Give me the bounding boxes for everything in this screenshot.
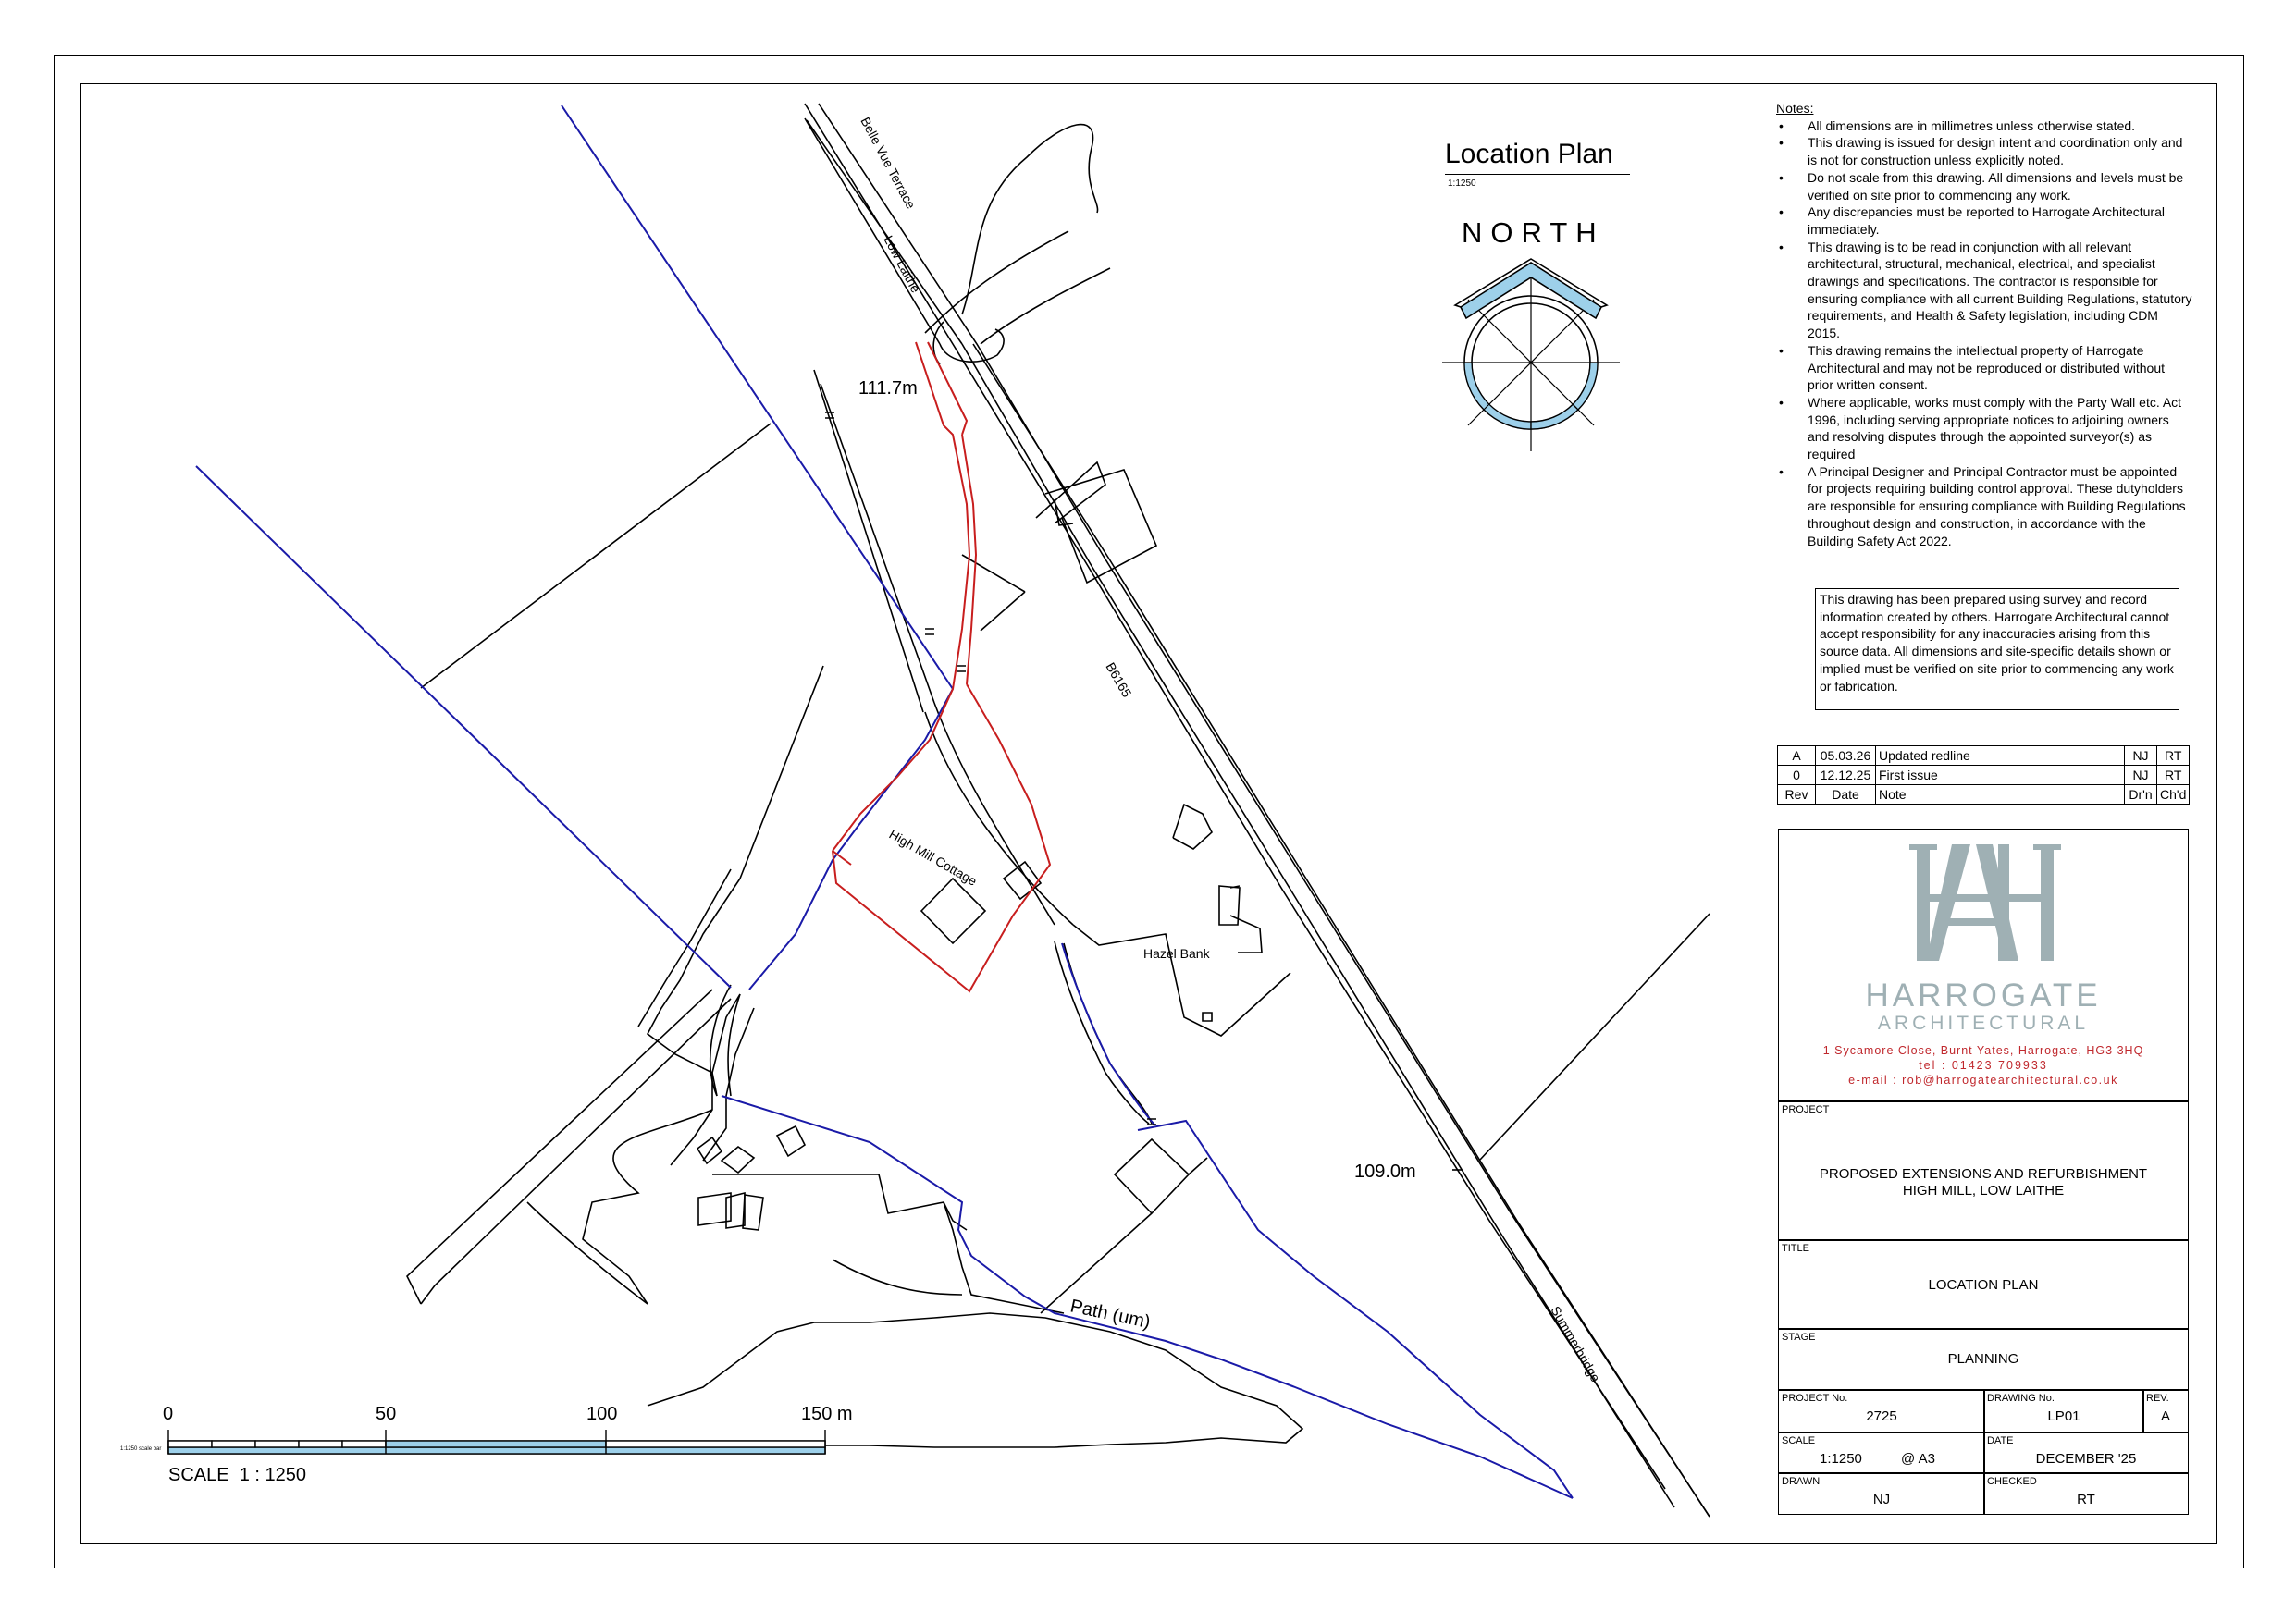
note-item: • Where applicable, works must comply with the Party Wall etc. Act 1996, including serving appropriate notices to adjoining owners and resolving disputes through the appointed surveyor(s) as required	[1776, 394, 2192, 463]
drawn-value: NJ	[1872, 1492, 1891, 1507]
project-line-1: PROPOSED EXTENSIONS AND REFURBISHMENT	[1819, 1166, 2148, 1182]
label-low-laithe: Low Laithe	[881, 232, 924, 296]
label-summerbridge: Summerbridge	[1548, 1303, 1604, 1385]
note-item: • All dimensions are in millimetres unless otherwise stated.	[1776, 117, 2192, 135]
note-item: • Any discrepancies must be reported to Harrogate Architectural immediately.	[1776, 203, 2192, 238]
note-cell: First issue	[1876, 766, 2125, 785]
project-no-cell	[1778, 1389, 1985, 1433]
label-hazel: Hazel Bank	[1143, 946, 1210, 961]
table-row	[1778, 766, 2190, 785]
location-plan-scale: 1:1250	[1448, 178, 1476, 189]
date-cell	[1983, 1432, 2189, 1474]
title-underline	[1445, 174, 1630, 175]
paper-size: @ A3	[1901, 1451, 1935, 1467]
scale-tick-0: 0	[163, 1404, 174, 1424]
project-label: PROJECT	[1782, 1104, 1830, 1115]
scale-tick-150: 150 m	[801, 1404, 853, 1424]
scale-tick-50: 50	[376, 1404, 397, 1424]
drawn-label: DRAWN	[1782, 1476, 1821, 1487]
label-cottage: High Mill Cottage	[886, 826, 980, 889]
table-row	[1778, 746, 2190, 766]
scale-value: 1:1250	[1820, 1451, 1862, 1467]
rev-cell: A	[1778, 746, 1816, 766]
date-cell: 12.12.25	[1816, 766, 1876, 785]
note-item: • This drawing remains the intellectual property of Harrogate Architectural and may not be reproduced or distributed without prior written consent.	[1776, 342, 2192, 394]
date-label: DATE	[1987, 1435, 2014, 1446]
company-logo	[1902, 842, 2068, 963]
project-no-value: 2725	[1866, 1408, 1897, 1424]
location-plan-title: Location Plan	[1445, 139, 1613, 169]
company-subtitle: ARCHITECTURAL	[1877, 1013, 2090, 1034]
scale-caption: SCALE 1 : 1250	[168, 1465, 306, 1485]
title-cell	[1778, 1239, 2189, 1330]
scale-tick-100: 100	[586, 1404, 618, 1424]
notes-block	[1776, 100, 2192, 549]
drawing-no-label: DRAWING No.	[1987, 1393, 2055, 1404]
road-line	[805, 104, 1665, 1489]
note-item: • This drawing is issued for design intent and coordination only and is not for construction unless explicitly noted.	[1776, 134, 2192, 168]
project-line-2: HIGH MILL, LOW LAITHE	[1902, 1183, 2065, 1199]
company-name: HARROGATE	[1865, 977, 2102, 1014]
note-item: • A Principal Designer and Principal Contractor must be appointed for projects requiring building control approval. These dutyholders are responsible for ensuring compliance with Building Regulations throughout design and construction, in accordance with the Building Safety Act 2022.	[1776, 463, 2192, 550]
revision-table	[1777, 745, 2190, 805]
scale-bar-graphic	[168, 1430, 825, 1454]
note-item: • Do not scale from this drawing. All dimensions and levels must be verified on site prior to commencing any work.	[1776, 169, 2192, 203]
rev-value: A	[2160, 1408, 2170, 1424]
project-no-label: PROJECT No.	[1782, 1393, 1848, 1404]
scale-small-label: 1:1250 scale bar	[120, 1446, 162, 1452]
company-email[interactable]: e-mail : rob@harrogatearchitectural.co.uk	[1848, 1074, 2118, 1087]
note-cell: Updated redline	[1876, 746, 2125, 766]
checked-value: RT	[2077, 1492, 2095, 1507]
disclaimer-box: This drawing has been prepared using survey and record information created by others. Harrogate Architectural cannot accept responsibility for any inaccuracies arising from this source data. All dimensions and site-specific details shown or implied must be verified on site prior to commencing any work or fabrication.	[1815, 588, 2179, 710]
checked-cell: RT	[2157, 746, 2190, 766]
scale-cell	[1778, 1432, 1985, 1474]
stage-label: STAGE	[1782, 1332, 1816, 1343]
drawn-cell	[1778, 1472, 1985, 1515]
north-label: NORTH	[1462, 216, 1605, 249]
checked-label: CHECKED	[1987, 1476, 2037, 1487]
drawing-no-value: LP01	[2047, 1408, 2080, 1424]
rev-cell: 0	[1778, 766, 1816, 785]
drawn-cell: NJ	[2125, 746, 2157, 766]
date-value: DECEMBER '25	[2035, 1451, 2137, 1467]
notes-title: Notes:	[1776, 101, 1814, 116]
checked-cell	[1983, 1472, 2189, 1515]
drawing-no-cell	[1983, 1389, 2144, 1433]
drawn-cell: NJ	[2125, 766, 2157, 785]
label-road: B6165	[1103, 659, 1135, 700]
note-item: • This drawing is to be read in conjunction with all relevant architectural, structural, mechanical, electrical, and specialist drawings and specifications. The contractor is responsible for ensuring compliance with all current Building Regulations, statutory requirements, and Health & Safety legislation, including CDM 2015.	[1776, 239, 2192, 342]
company-tel: tel : 01423 709933	[1919, 1059, 2048, 1072]
title-label: TITLE	[1782, 1243, 1809, 1254]
stage-value: PLANNING	[1947, 1351, 2019, 1367]
north-compass	[1442, 259, 1620, 451]
scale-label: SCALE	[1782, 1435, 1816, 1446]
drawing-title: LOCATION PLAN	[1928, 1277, 2039, 1293]
project-cell	[1778, 1100, 2189, 1241]
stage-cell	[1778, 1328, 2189, 1391]
company-address: 1 Sycamore Close, Burnt Yates, Harrogate, HG3 3HQ	[1822, 1044, 2144, 1057]
drawn-header: Dr'n	[2125, 785, 2157, 805]
rev-label: REV.	[2146, 1393, 2169, 1404]
rev-header: Rev	[1778, 785, 1816, 805]
rev-cell	[2142, 1389, 2189, 1433]
date-cell: 05.03.26	[1816, 746, 1876, 766]
company-block	[1778, 829, 2189, 1102]
table-header-row	[1778, 785, 2190, 805]
label-level-2: 109.0m	[1354, 1162, 1416, 1182]
label-belle-vue: Belle Vue Terrace	[858, 114, 919, 212]
date-header: Date	[1816, 785, 1876, 805]
note-header: Note	[1876, 785, 2125, 805]
label-level-1: 111.7m	[858, 378, 918, 399]
checked-cell: RT	[2157, 766, 2190, 785]
label-path: Path (um)	[1068, 1296, 1153, 1334]
checked-header: Ch'd	[2157, 785, 2190, 805]
